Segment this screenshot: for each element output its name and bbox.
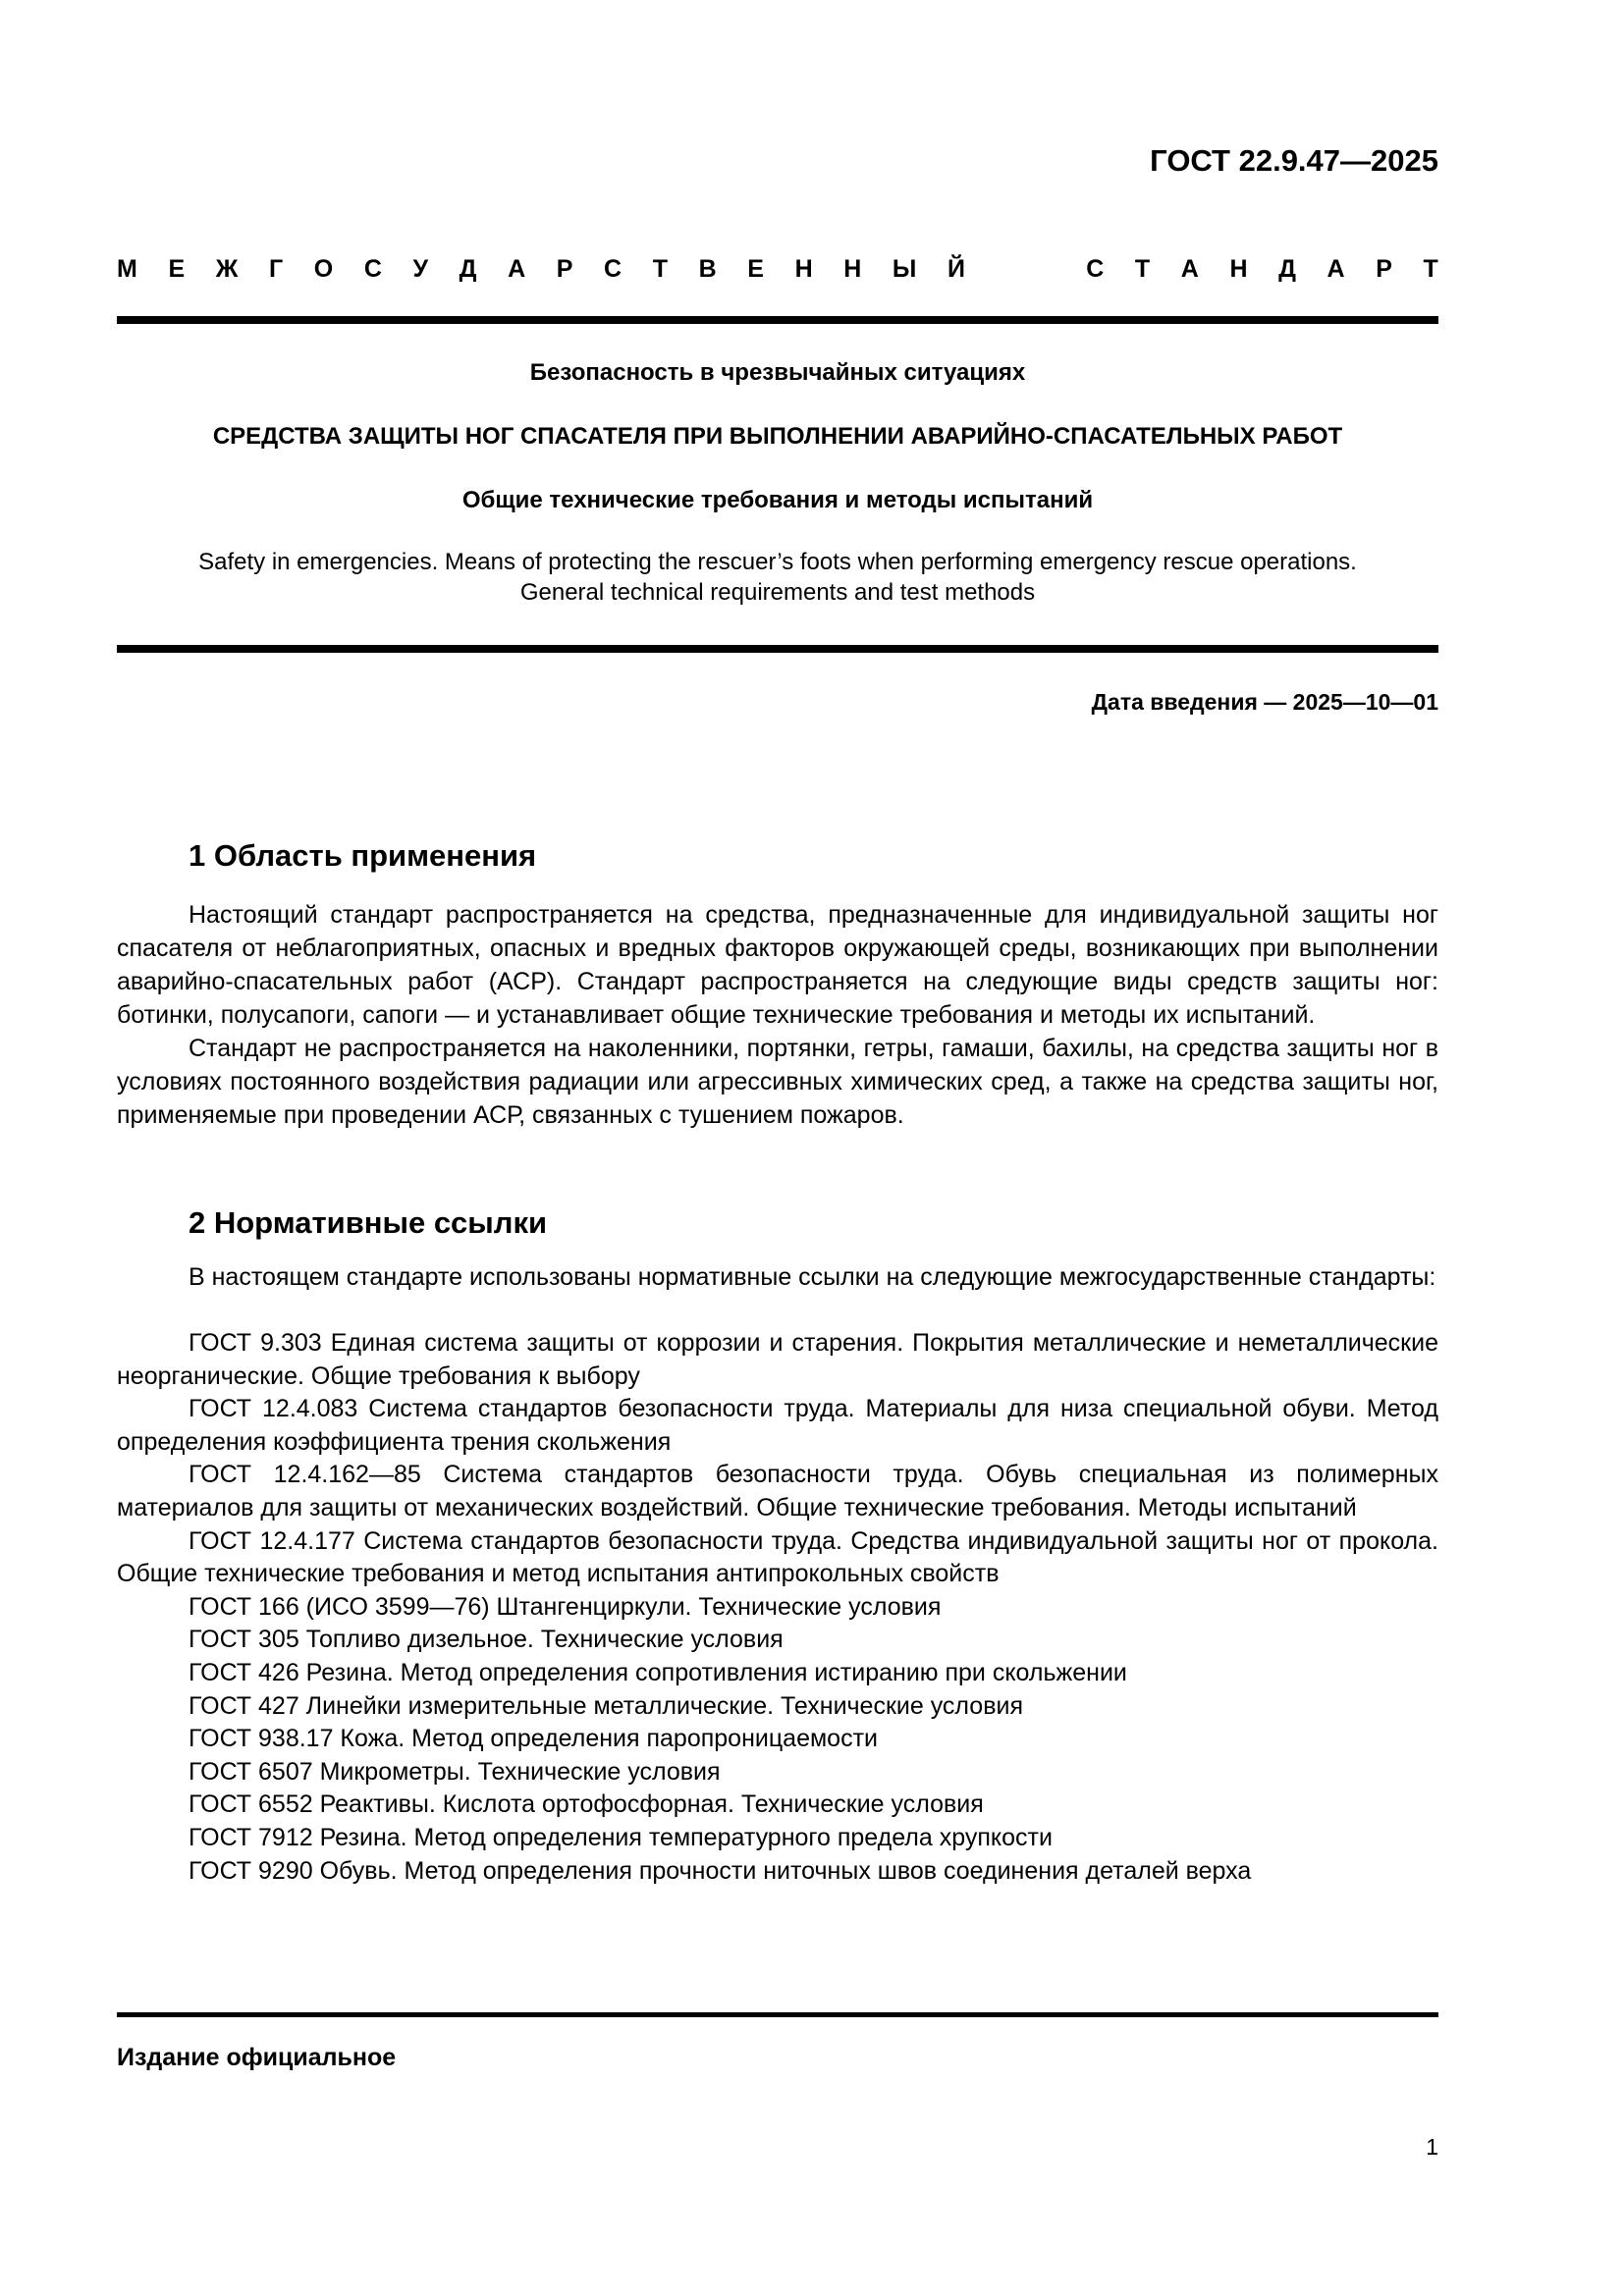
top-divider	[117, 316, 1438, 324]
paragraph: В настоящем стандарте использованы нормативные ссылки на следующие межгосударственные стандарты:	[189, 1263, 1436, 1291]
heading-letter: Ы	[892, 255, 917, 283]
heading-letter: С	[604, 255, 623, 283]
english-title	[117, 547, 1438, 608]
heading-letter: Р	[1376, 255, 1392, 283]
reference-item: ГОСТ 12.4.177 Система стандартов безопасности труда. Средства индивидуальной защиты ног от прокола. Общие технические требования и метод испытания антипрокольных свойств	[117, 1526, 1438, 1588]
heading-letter: М	[117, 255, 137, 283]
heading-letter: У	[412, 255, 429, 283]
reference-item: ГОСТ 426 Резина. Метод определения сопротивления истиранию при скольжении	[189, 1658, 1127, 1686]
heading-letter: А	[1326, 255, 1345, 283]
heading-letter: Н	[1229, 255, 1248, 283]
section-1-body	[117, 898, 1438, 1132]
reference-item: ГОСТ 12.4.162—85 Система стандартов безопасности труда. Обувь специальная из полимерных материалов для защиты от механических воздействий. Общие технические требования. Методы испытаний	[117, 1461, 1438, 1522]
heading-letter: С	[1086, 255, 1105, 283]
document-title: СРЕДСТВА ЗАЩИТЫ НОГ СПАСАТЕЛЯ ПРИ ВЫПОЛНЕНИИ АВАРИЙНО-СПАСАТЕЛЬНЫХ РАБОТ	[212, 423, 1343, 450]
heading-letter: Е	[747, 255, 764, 283]
document-number: ГОСТ 22.9.47—2025	[1150, 143, 1438, 178]
title-divider	[117, 645, 1438, 653]
reference-item: ГОСТ 6552 Реактивы. Кислота ортофосфорная. Технические условия	[189, 1790, 984, 1819]
page-number: 1	[1426, 2134, 1438, 2160]
heading-letter: С	[363, 255, 382, 283]
normative-references-list	[117, 1327, 1438, 1888]
reference-item: ГОСТ 427 Линейки измерительные металлические. Технические условия	[189, 1691, 1023, 1720]
english-title-line: Safety in emergencies. Means of protecting the rescuer’s foots when performing emergency rescue operations.	[198, 549, 1357, 575]
document-subtitle: Общие технические требования и методы испытаний	[461, 487, 1094, 513]
heading-letter: Н	[843, 255, 862, 283]
footer-divider	[117, 2012, 1438, 2017]
heading-letter: Ж	[215, 255, 239, 283]
paragraph: Настоящий стандарт распространяется на средства, предназначенные для индивидуальной защиты ног спасателя от неблагоприятных, опасных и вредных факторов окружающей среды, возникающих при выполнении аварийно-спасательных работ (АСР). Стандарт распространяется на следующие виды средств защиты ног: ботинки, полусапоги, сапоги — и устанавливает общие технические требования и методы их испытаний.	[117, 901, 1438, 1029]
reference-item: ГОСТ 7912 Резина. Метод определения температурного предела хрупкости	[189, 1823, 1053, 1851]
heading-letter: Т	[1134, 255, 1151, 283]
reference-item: ГОСТ 166 (ИСО 3599—76) Штангенциркули. Технические условия	[189, 1592, 942, 1621]
interstate-standard-heading	[117, 257, 1438, 282]
heading-letter: Д	[459, 255, 477, 283]
reference-item: ГОСТ 938.17 Кожа. Метод определения паропроницаемости	[189, 1725, 878, 1753]
document-category: Безопасность в чрезвычайных ситуациях	[529, 359, 1026, 386]
heading-letter: Р	[556, 255, 573, 283]
reference-item: ГОСТ 9.303 Единая система защиты от коррозии и старения. Покрытия металлические и неметаллические неорганические. Общие требования к выбору	[117, 1329, 1438, 1390]
heading-letter: Н	[794, 255, 813, 283]
heading-letter: Д	[1278, 255, 1296, 283]
section-2-title: 2 Нормативные ссылки	[189, 1205, 548, 1240]
heading-letter: Й	[947, 255, 965, 283]
heading-letter: Г	[268, 255, 284, 283]
heading-letter: В	[698, 255, 717, 283]
heading-letter: Е	[168, 255, 186, 283]
section-1-title: 1 Область применения	[189, 838, 537, 873]
introduction-date: Дата введения — 2025—10—01	[1091, 689, 1438, 715]
reference-item: ГОСТ 6507 Микрометры. Технические условия	[189, 1757, 721, 1786]
reference-item: ГОСТ 12.4.083 Система стандартов безопасности труда. Материалы для низа специальной обуви. Метод определения коэффициента трения скольжения	[117, 1395, 1438, 1456]
word-gap	[997, 257, 1056, 282]
reference-item: ГОСТ 305 Топливо дизельное. Технические условия	[189, 1626, 784, 1654]
heading-letter: О	[313, 255, 334, 283]
document-page	[117, 0, 1438, 2296]
section-2-intro	[117, 1260, 1438, 1294]
heading-letter: Т	[652, 255, 668, 283]
official-edition-label: Издание официальное	[117, 2044, 397, 2071]
reference-item: ГОСТ 9290 Обувь. Метод определения прочности ниточных швов соединения деталей верха	[189, 1856, 1252, 1885]
heading-letter: А	[508, 255, 526, 283]
heading-letter: А	[1180, 255, 1199, 283]
paragraph: Стандарт не распространяется на наколенники, портянки, гетры, гамаши, бахилы, на средства защиты ног в условиях постоянного воздействия радиации или агрессивных химических сред, а также на средства защиты ног, применяемые при проведении АСР, связанных с тушением пожаров.	[117, 1035, 1438, 1129]
english-title-line: General technical requirements and test methods	[519, 579, 1036, 606]
heading-letter: Т	[1423, 255, 1438, 283]
